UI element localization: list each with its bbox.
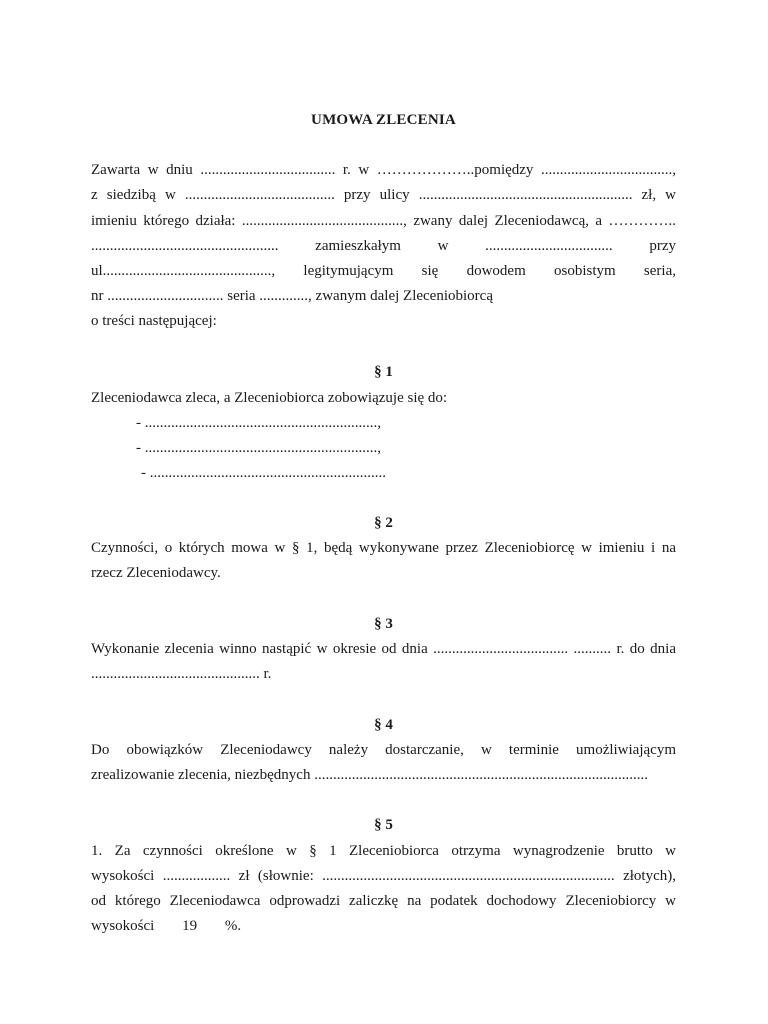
section-4-heading: § 4 xyxy=(374,717,393,733)
section-4-line-1: Do obowiązków Zleceniodawcy należy dostarczanie, w terminie umożliwiającym xyxy=(91,742,676,758)
section-3-heading: § 3 xyxy=(374,616,393,632)
document-title: UMOWA ZLECENIA xyxy=(311,112,456,128)
intro-line-7: o treści następującej: xyxy=(91,313,217,329)
section-1-line-1: Zleceniodawca zleca, a Zleceniobiorca zobowiązuje się do: xyxy=(91,390,448,406)
section-1-heading: § 1 xyxy=(374,364,393,380)
section-4-line-2: zrealizowanie zlecenia, niezbędnych ......................................................................................... xyxy=(91,767,648,783)
section-5-heading: § 5 xyxy=(374,817,393,833)
section-3-line-1: Wykonanie zlecenia winno nastąpić w okresie od dnia .................................... .......... r. do dnia xyxy=(91,641,676,657)
section-5-line-1: 1. Za czynności określone w § 1 Zleceniobiorca otrzyma wynagrodzenie brutto w xyxy=(91,843,676,859)
section-1-bullet-1: - .............................................................., xyxy=(136,415,381,431)
intro-line-4: .................................................. zamieszkałym w .................................. przy xyxy=(91,238,676,254)
section-1-bullet-3: - ............................................................... xyxy=(141,465,386,481)
section-1-bullet-2: - .............................................................., xyxy=(136,440,381,456)
intro-line-2: z siedzibą w ........................................ przy ulicy ......................................................... zł, w xyxy=(91,187,676,203)
section-5-line-2: wysokości .................. zł (słownie: .............................................................................. złotych), xyxy=(91,868,676,884)
section-2-heading: § 2 xyxy=(374,515,393,531)
section-2-line-2: rzecz Zleceniodawcy. xyxy=(91,565,221,581)
section-2-line-1: Czynności, o których mowa w § 1, będą wykonywane przez Zleceniobiorcę w imieniu i na xyxy=(91,540,676,556)
intro-line-6: nr ............................... seria ............., zwanym dalej Zleceniobiorcą xyxy=(91,288,493,304)
section-5-line-4: wysokości 19 %. xyxy=(91,918,242,934)
intro-line-5: ul............................................., legitymującym się dowodem osobistym seria, xyxy=(91,263,676,279)
section-5-line-3: od którego Zleceniodawca odprowadzi zaliczkę na podatek dochodowy Zleceniobiorcy w xyxy=(91,893,676,909)
intro-line-3: imieniu którego działa: ..........................................., zwany dalej Zleceniodawcą, a ………….. xyxy=(91,213,676,229)
section-3-line-2: ............................................. r. xyxy=(91,666,272,682)
intro-line-1: Zawarta w dniu .................................... r. w ………………..pomiędzy ..................................., xyxy=(91,162,676,178)
